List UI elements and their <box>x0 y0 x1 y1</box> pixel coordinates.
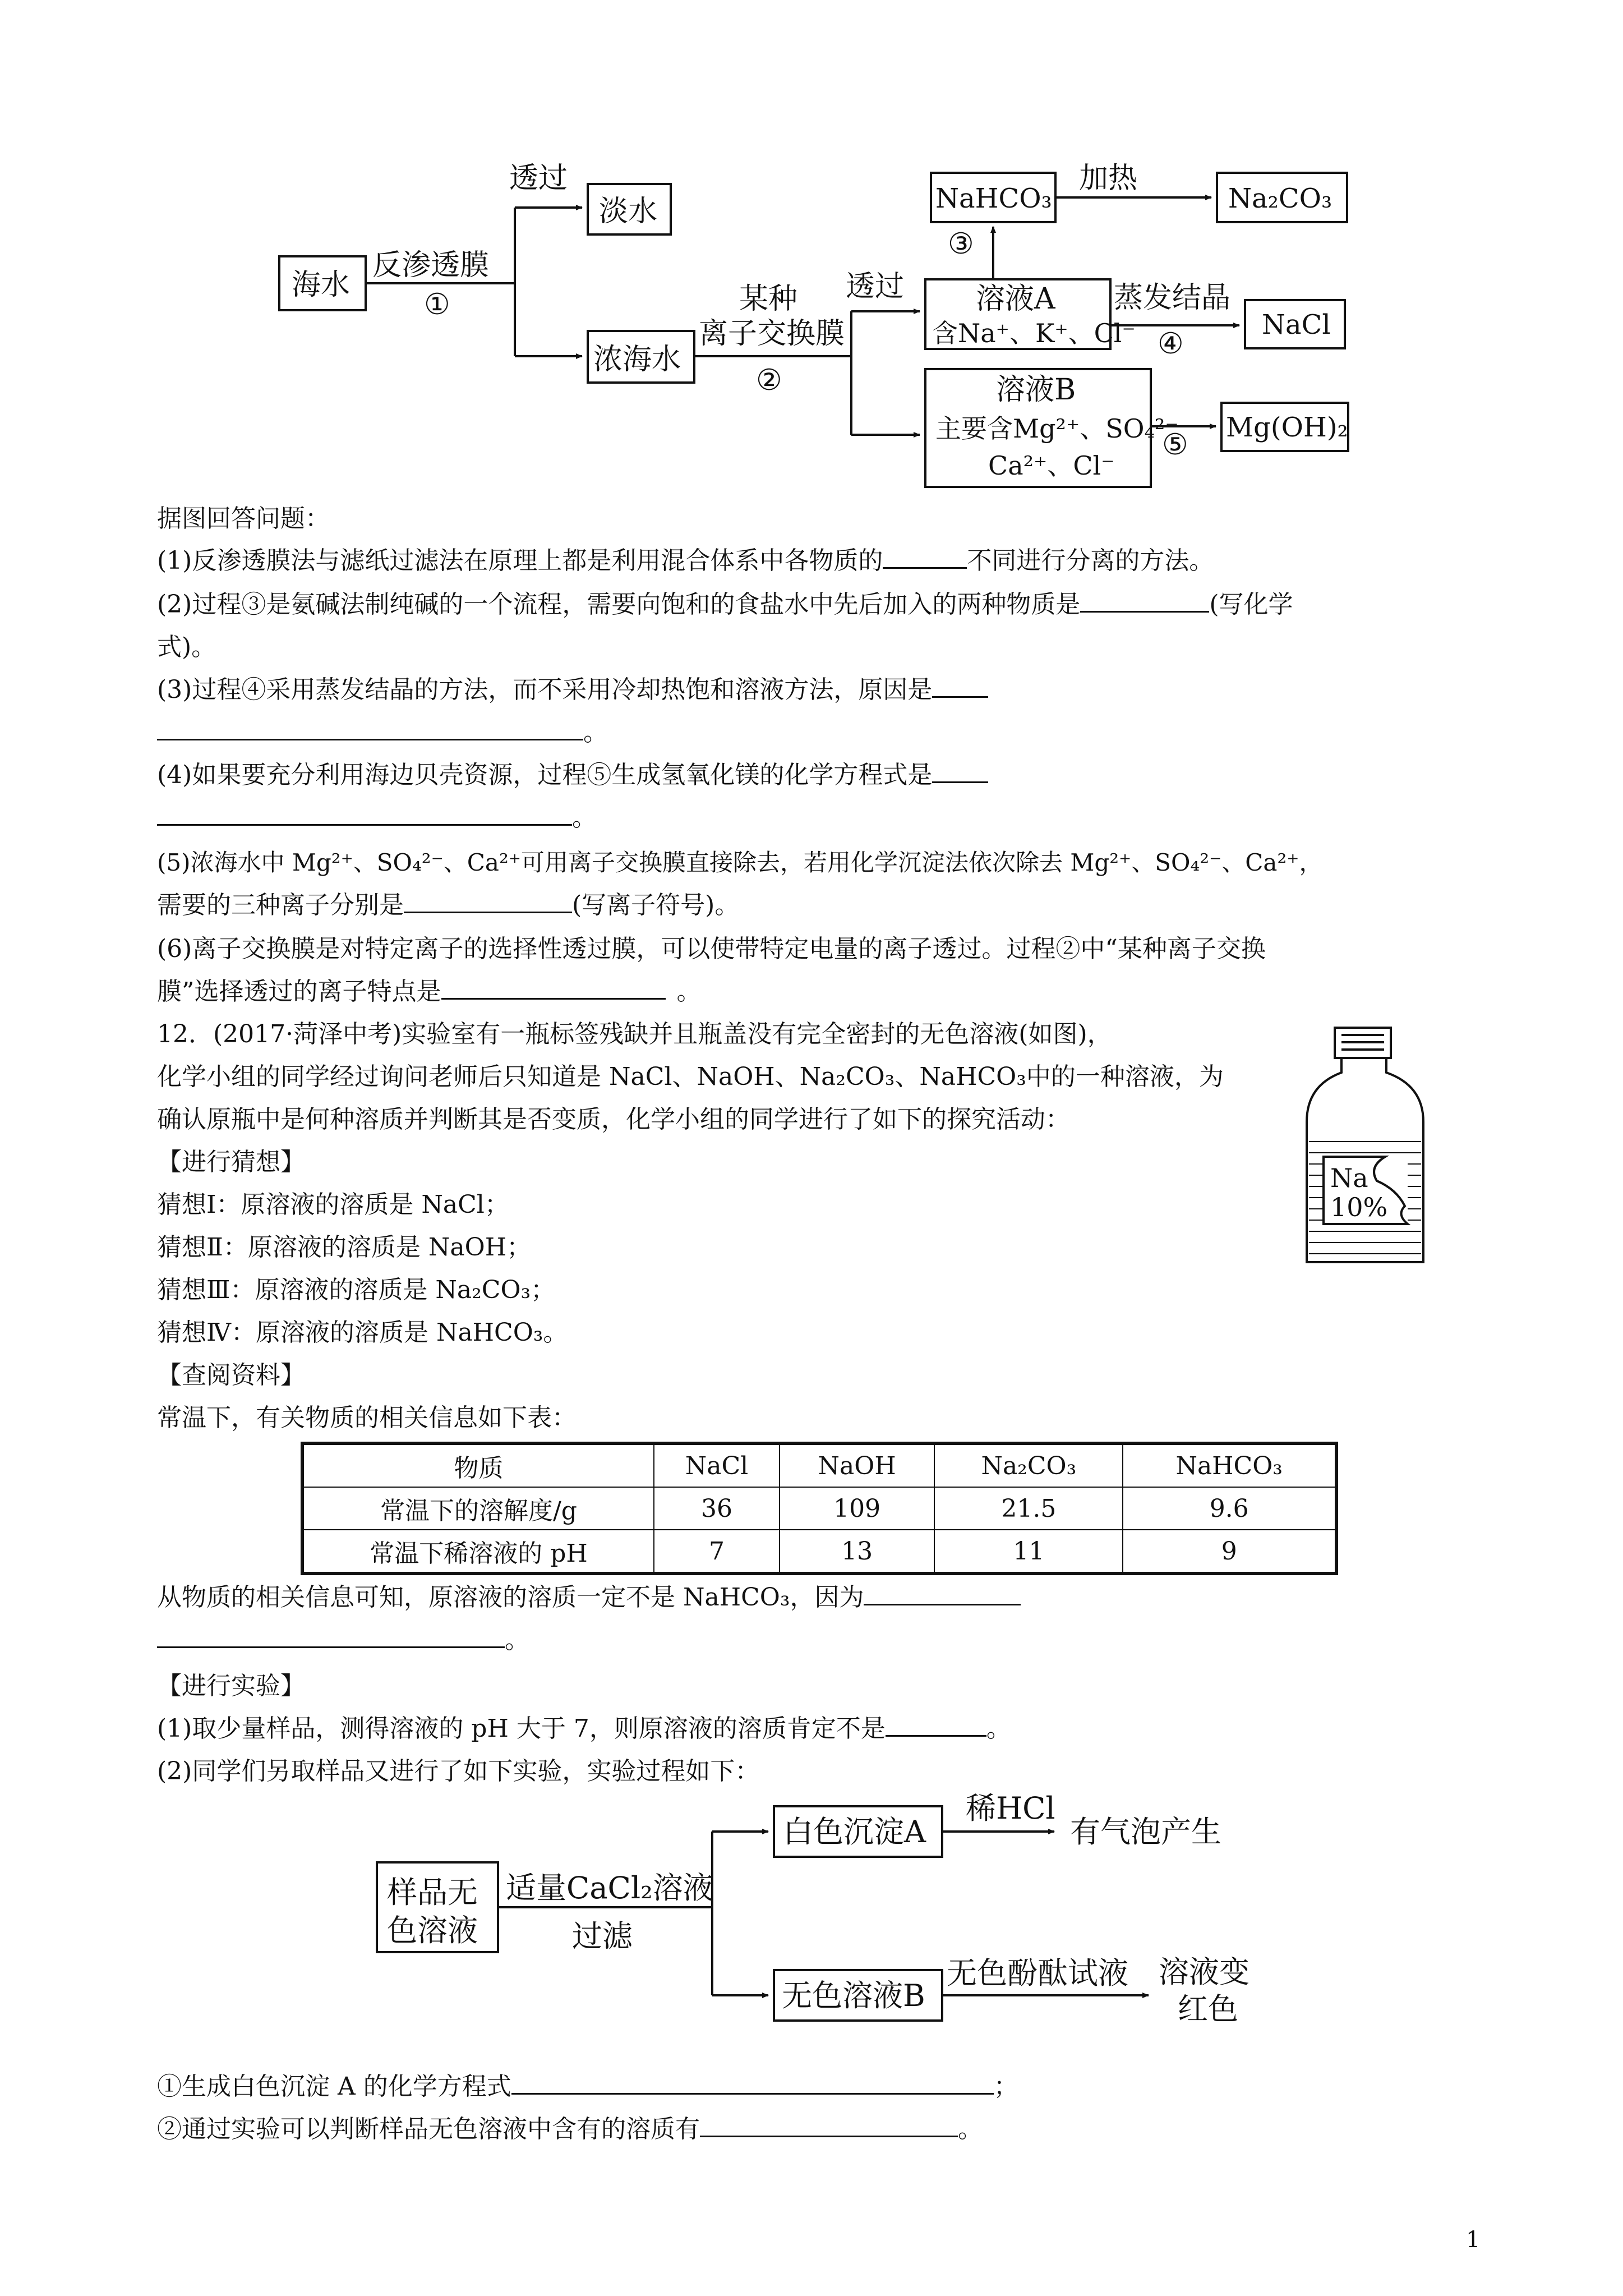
q12-after-table-cont <box>157 1623 529 1657</box>
q11-part1 <box>157 544 1214 578</box>
label-hcl: 稀HCl <box>966 1791 1055 1826</box>
table-cell: 7 <box>654 1530 780 1573</box>
q12-guess-1: 猜想Ⅰ：原溶液的溶质是 NaCl； <box>157 1190 509 1219</box>
label-ion-membrane-1: 某种 <box>739 282 798 316</box>
answer-blank-7a[interactable] <box>864 1581 1021 1605</box>
q11-part6-end: 。 <box>676 977 702 1006</box>
label-result-2: 红色 <box>1178 1991 1238 2027</box>
q12-after-table-end: 。 <box>505 1626 529 1654</box>
q12-exp-1-text: (1)取少量样品，测得溶液的 pH 大于 7，则原溶液的溶质肯定不是 <box>157 1714 886 1743</box>
answer-blank-3a[interactable] <box>932 674 988 698</box>
table-header-cell: NaOH <box>780 1443 934 1487</box>
q11-part1-text: (1)反渗透膜法与滤纸过滤法在原理上都是利用混合体系中各物质的 <box>157 546 883 575</box>
table-row <box>302 1530 1336 1573</box>
label-ion-membrane-2: 离子交换膜 <box>699 317 845 351</box>
q12-exp-1 <box>157 1712 1011 1746</box>
q11-part2-text: (2)过程③是氨碱法制纯碱的一个流程，需要向饱和的食盐水中先后加入的两种物质是 <box>157 590 1081 619</box>
q11-part4 <box>157 758 988 792</box>
label-sample-1: 样品无 <box>387 1875 478 1910</box>
label-evaporation: 蒸发结晶 <box>1114 281 1231 315</box>
table-header-row <box>302 1443 1336 1487</box>
q11-part6: (6)离子交换膜是对特定离子的选择性透过膜，可以使带特定电量的离子透过。过程②中“某种离子交换 <box>157 935 1266 963</box>
answer-blank-7b[interactable] <box>157 1624 505 1648</box>
table-cell: 109 <box>780 1487 934 1530</box>
table-header-cell: 物质 <box>302 1443 654 1487</box>
answer-blank-4a[interactable] <box>932 759 988 783</box>
table-cell: 常温下的溶解度/g <box>302 1487 654 1530</box>
label-solution-b-line3: Ca²⁺、Cl⁻ <box>988 450 1115 481</box>
answer-blank-2[interactable] <box>1080 588 1209 613</box>
label-solution-b: 无色溶液B <box>782 1978 925 2013</box>
q12-answer-1 <box>157 2070 1018 2104</box>
label-na2co3: Na₂CO₃ <box>1228 183 1332 214</box>
label-reagent: 适量CaCl₂溶液 <box>506 1870 713 1906</box>
q12-line2: 化学小组的同学经过询问老师后只知道是 NaCl、NaOH、Na₂CO₃、NaHCO₃中的一种溶液，为 <box>157 1062 1224 1091</box>
q12-exp-2: (2)同学们另取样品又进行了如下实验，实验过程如下： <box>157 1757 760 1786</box>
q11-part5-cont <box>157 889 739 922</box>
q12-line3: 确认原瓶中是何种溶质并判断其是否变质，化学小组的同学进行了如下的探究活动： <box>157 1105 1070 1134</box>
label-fresh-water: 淡水 <box>599 195 658 228</box>
answer-blank-1[interactable] <box>883 545 967 569</box>
reagent-bottle-figure <box>1307 1028 1423 1262</box>
label-step3: ③ <box>948 227 974 261</box>
answer-blank-10[interactable] <box>700 2113 958 2137</box>
q12-answer-2 <box>157 2113 983 2146</box>
label-solution-b-title: 溶液B <box>996 373 1076 407</box>
q12-guess-2: 猜想Ⅱ：原溶液的溶质是 NaOH； <box>157 1233 532 1262</box>
label-precipitate: 白色沉淀A <box>783 1814 926 1849</box>
label-permeate: 透过 <box>509 162 568 195</box>
label-solution-b-line2: 主要含Mg²⁺、SO₄²⁻ <box>935 413 1179 444</box>
q11-part2-end: (写化学 <box>1209 590 1293 619</box>
q11-part3-cont <box>157 716 608 749</box>
label-seawater: 海水 <box>292 268 351 302</box>
q12-guess-4: 猜想Ⅳ：原溶液的溶质是 NaHCO₃。 <box>157 1318 568 1347</box>
q11-part5-cont-text: 需要的三种离子分别是 <box>157 891 404 919</box>
table-cell: 21.5 <box>934 1487 1123 1530</box>
q11-part6-cont-text: 膜”选择透过的离子特点是 <box>157 977 441 1006</box>
q11-part2-cont: 式)。 <box>157 633 216 661</box>
q12-after-table-text: 从物质的相关信息可知，原溶液的溶质一定不是 NaHCO₃，因为 <box>157 1583 864 1612</box>
answer-blank-3b[interactable] <box>157 716 583 740</box>
experiment-diagram-labels <box>387 1791 1249 2027</box>
q12-answer-2-text: ②通过实验可以判断样品无色溶液中含有的溶质有 <box>157 2115 700 2143</box>
q11-part6-cont <box>157 975 702 1009</box>
seawater-diagram-labels <box>292 162 1348 481</box>
bottle-label-na: Na <box>1330 1163 1368 1193</box>
page-number: 1 <box>1466 2227 1481 2253</box>
q11-part4-cont <box>157 801 597 835</box>
q11-part4-text: (4)如果要充分利用海边贝壳资源，过程⑤生成氢氧化镁的化学方程式是 <box>157 761 933 789</box>
table-cell: 9 <box>1123 1530 1336 1573</box>
q12-answer-1-text: ①生成白色沉淀 A 的化学方程式 <box>157 2072 511 2101</box>
answer-blank-8[interactable] <box>886 1713 986 1737</box>
label-nacl: NaCl <box>1262 309 1331 341</box>
label-step5: ⑤ <box>1162 428 1188 462</box>
q11-part1-end: 不同进行分离的方法。 <box>967 546 1214 575</box>
table-cell: 13 <box>780 1530 934 1573</box>
answer-blank-5[interactable] <box>404 889 572 913</box>
label-heating: 加热 <box>1079 162 1138 195</box>
q11-part4-end: 。 <box>572 803 597 832</box>
q11-part5-end: (写离子符号)。 <box>572 891 740 919</box>
label-solution-a-title: 溶液A <box>976 282 1055 316</box>
label-brine: 浓海水 <box>593 343 681 376</box>
table-header-cell: Na₂CO₃ <box>934 1443 1123 1487</box>
q12-exp-1-end: 。 <box>986 1714 1011 1743</box>
q12-answer-2-end: 。 <box>958 2115 983 2143</box>
label-filter: 过滤 <box>572 1918 633 1954</box>
label-ro-membrane: 反渗透膜 <box>372 249 490 282</box>
label-phenolphthalein: 无色酚酞试液 <box>947 1955 1128 1991</box>
q12-heading-data: 【查阅资料】 <box>157 1361 305 1389</box>
answer-blank-9[interactable] <box>511 2070 994 2095</box>
label-permeate-2: 透过 <box>846 270 905 303</box>
table-cell: 常温下稀溶液的 pH <box>302 1530 654 1573</box>
q12-table-intro: 常温下，有关物质的相关信息如下表： <box>157 1404 577 1432</box>
q12-after-table <box>157 1581 1021 1614</box>
q11-part3-text: (3)过程④采用蒸发结晶的方法，而不采用冷却热饱和溶液方法，原因是 <box>157 675 933 704</box>
table-cell: 11 <box>934 1530 1123 1573</box>
bottle-label-percent: 10% <box>1330 1192 1388 1222</box>
label-mgoh2: Mg(OH)₂ <box>1226 412 1348 443</box>
q12-line1: 12．(2017·菏泽中考)实验室有一瓶标签残缺并且瓶盖没有完全密封的无色溶液(如图)， <box>157 1020 1112 1048</box>
table-cell: 36 <box>654 1487 780 1530</box>
q11-part3 <box>157 673 988 707</box>
q11-part2 <box>157 588 1293 622</box>
table-row <box>302 1487 1336 1530</box>
label-sample-2: 色溶液 <box>387 1913 478 1948</box>
label-nahco3: NaHCO₃ <box>935 183 1052 214</box>
table-cell: 9.6 <box>1123 1487 1336 1530</box>
label-result-1: 溶液变 <box>1159 1954 1249 1990</box>
label-bubbles: 有气泡产生 <box>1070 1814 1221 1849</box>
table-header-cell: NaCl <box>654 1443 780 1487</box>
q12-guess-3: 猜想Ⅲ：原溶液的溶质是 Na₂CO₃； <box>157 1276 556 1304</box>
answer-blank-6[interactable] <box>441 976 666 1000</box>
q12-heading-exp: 【进行实验】 <box>157 1672 305 1700</box>
answer-blank-4b[interactable] <box>157 802 572 826</box>
q11-part3-end: 。 <box>583 718 608 747</box>
label-step4: ④ <box>1158 327 1184 361</box>
label-step2: ② <box>756 364 782 397</box>
substance-info-table <box>301 1442 1338 1575</box>
q12-answer-1-end: ； <box>993 2072 1018 2101</box>
label-step1: ① <box>424 288 450 321</box>
label-solution-a-content: 含Na⁺、K⁺、Cl⁻ <box>932 318 1136 348</box>
q11-part5: (5)浓海水中 Mg²⁺、SO₄²⁻、Ca²⁺可用离子交换膜直接除去，若用化学沉淀法依次除去 Mg²⁺、SO₄²⁻、Ca²⁺， <box>157 849 1323 876</box>
table-header-cell: NaHCO₃ <box>1123 1443 1336 1487</box>
q12-heading-guess: 【进行猜想】 <box>157 1148 305 1176</box>
q11-intro: 据图回答问题： <box>157 504 330 533</box>
